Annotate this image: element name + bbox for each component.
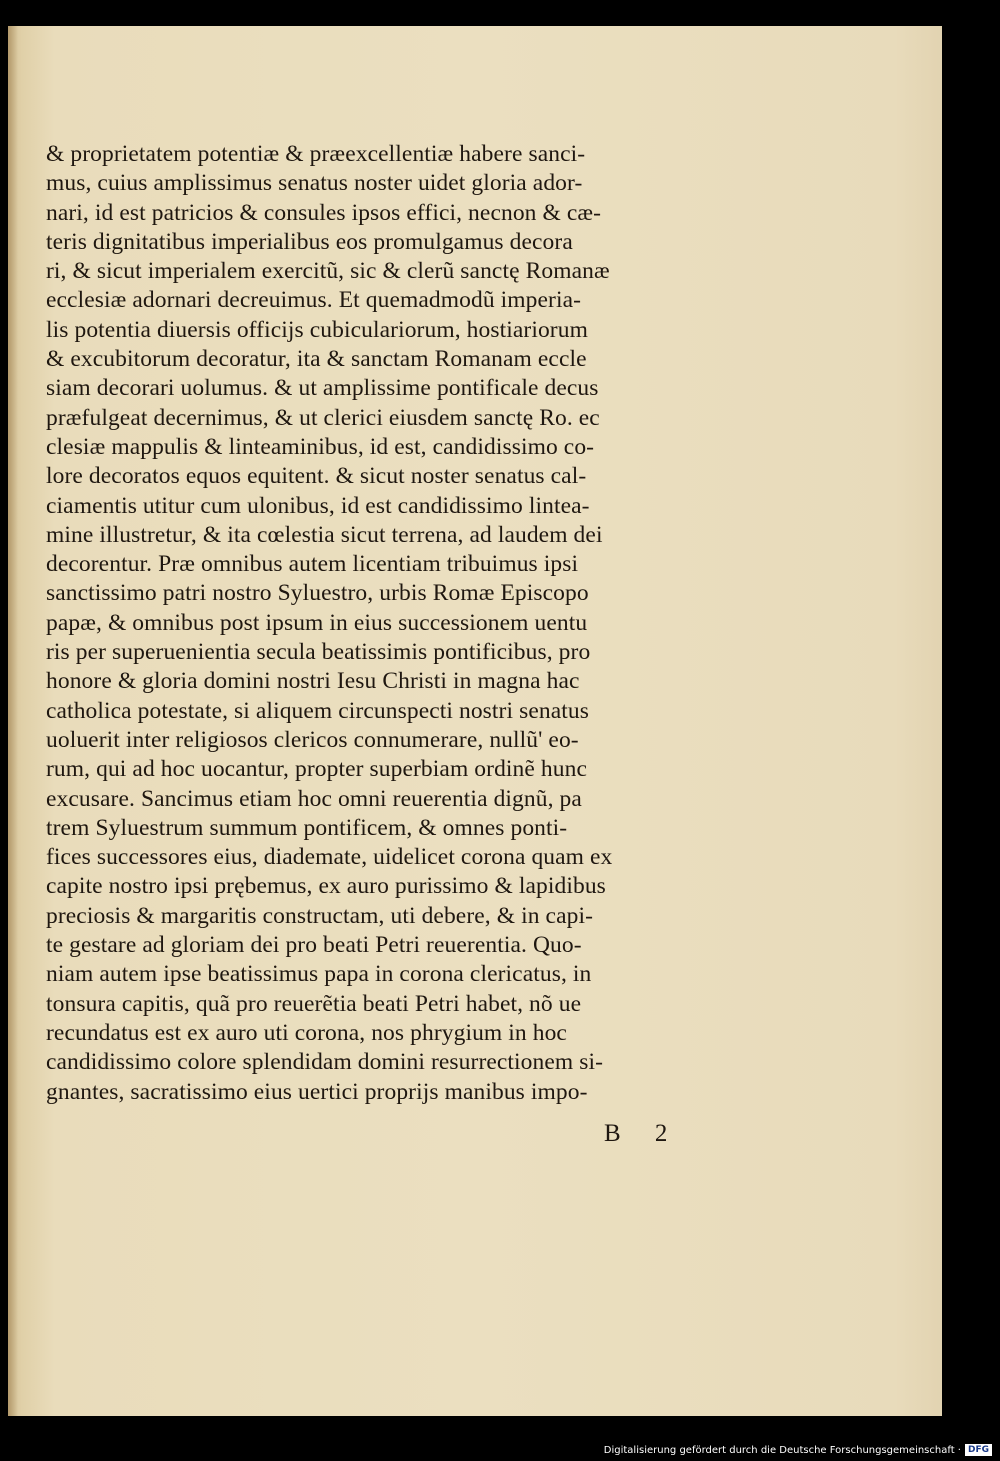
text-line: niam autem ipse beatissimus papa in corona clericatus, in: [46, 961, 592, 988]
text-line: rum, qui ad hoc uocantur, propter superbiam ordinẽ hunc: [46, 756, 587, 783]
text-line: sanctissimo patri nostro Syluestro, urbis Romæ Episcopo: [46, 580, 589, 607]
text-line: candidissimo colore splendidam domini resurrectionem si-: [46, 1049, 604, 1076]
text-line: ri, & sicut imperialem exercitũ, sic & clerũ sanctę Romanæ: [46, 258, 610, 285]
text-line: siam decorari uolumus. & ut amplissime pontificale decus: [46, 375, 599, 402]
text-line: capite nostro ipsi prębemus, ex auro purissimo & lapidibus: [46, 873, 606, 900]
text-line: nari, id est patricios & consules ipsos effici, necnon & cæ-: [46, 199, 602, 226]
text-line: honore & gloria domini nostri Iesu Christi in magna hac: [46, 668, 580, 695]
text-line: clesiæ mappulis & linteaminibus, id est, candidissimo co-: [46, 433, 595, 460]
signature-mark: B 2: [604, 1120, 682, 1147]
text-line: lore decoratos equos equitent. & sicut noster senatus cal-: [46, 463, 587, 490]
text-line: & proprietatem potentiæ & præexcellentiæ habere sanci-: [46, 141, 586, 167]
text-line: uoluerit inter religiosos clericos connumerare, nullũ' eo-: [46, 726, 579, 753]
text-line: ecclesiæ adornari decreuimus. Et quemadmodũ imperia-: [46, 287, 582, 314]
text-line: catholica potestate, si aliquem circunspecti nostri senatus: [46, 697, 589, 724]
digitization-credit: [604, 1443, 992, 1457]
text-line: preciosis & margaritis constructam, uti debere, & in capi-: [46, 902, 594, 929]
text-line: recundatus est ex auro uti corona, nos phrygium in hoc: [46, 1019, 567, 1046]
text-line: trem Syluestrum summum pontificem, & omnes ponti-: [46, 814, 568, 841]
text-line: gnantes, sacratissimo eius uertici proprijs manibus impo-: [46, 1078, 588, 1105]
text-line: teris dignitatibus imperialibus eos promulgamus decora: [46, 228, 573, 255]
text-line: ris per superuenientia secula beatissimis pontificibus, pro: [46, 639, 591, 666]
text-line: mine illustretur, & ita cœlestia sicut terrena, ad laudem dei: [46, 521, 603, 548]
text-line: decorentur. Præ omnibus autem licentiam tribuimus ipsi: [46, 551, 579, 578]
book-page: [8, 26, 942, 1416]
text-line: præfulgeat decernimus, & ut clerici eiusdem sanctę Ro. ec: [46, 404, 600, 431]
credit-text: Digitalisierung gefördert durch die Deutsche Forschungsgemeinschaft ·: [603, 1444, 961, 1456]
dfg-logo: DFG: [965, 1444, 992, 1456]
text-line: mus, cuius amplissimus senatus noster uidet gloria ador-: [46, 170, 583, 197]
body-text: [46, 140, 766, 1107]
text-line: tonsura capitis, quã pro reuerẽtia beati Petri habet, nõ ue: [46, 990, 582, 1017]
text-line: excusare. Sancimus etiam hoc omni reuerentia dignũ, pa: [46, 785, 582, 812]
text-line: papæ, & omnibus post ipsum in eius successionem uentu: [46, 609, 588, 636]
text-line: lis potentia diuersis officijs cubiculariorum, hostiariorum: [46, 316, 588, 343]
text-line: & excubitorum decoratur, ita & sanctam Romanam eccle: [46, 346, 587, 373]
text-line: ciamentis utitur cum ulonibus, id est candidissimo lintea-: [46, 492, 590, 519]
text-line: fices successores eius, diademate, uidelicet corona quam ex: [46, 844, 613, 871]
page-gutter-shadow: [8, 26, 18, 1416]
text-line: te gestare ad gloriam dei pro beati Petri reuerentia. Quo-: [46, 932, 582, 959]
